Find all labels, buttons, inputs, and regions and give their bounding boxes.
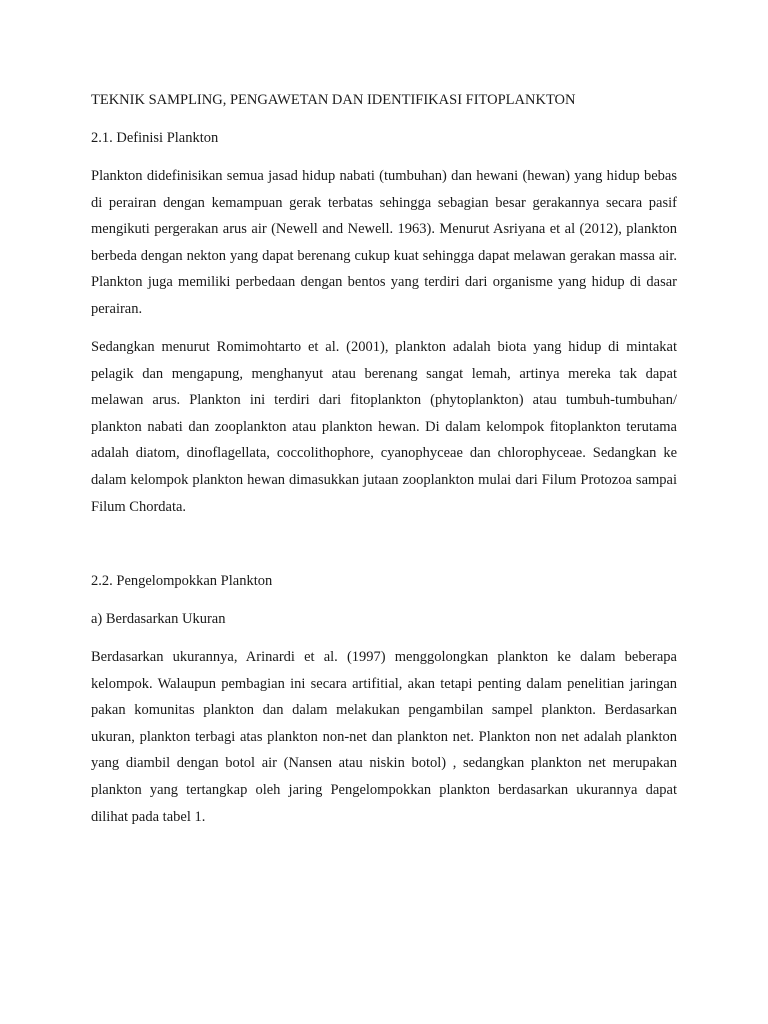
section-heading-2-2: 2.2. Pengelompokkan Plankton: [91, 573, 273, 589]
subheading-berdasarkan-ukuran: a) Berdasarkan Ukuran: [91, 611, 226, 627]
paragraph-definisi-1: Plankton didefinisikan semua jasad hidup nabati (tumbuhan) dan hewani (hewan) yang hidup bebas di perairan dengan kemampuan gerak terbatas sehingga sebagian besar gerakannya secara pasif mengikuti pergerakan arus air (Newell and Newell. 1963). Menurut Asriyana et al (2012), plankton berbeda dengan nekton yang dapat berenang cukup kuat sehingga dapat melawan gerakan massa air. Plankton juga memiliki perbedaan dengan bentos yang terdiri dari organisme yang hidup di dasar perairan.: [91, 168, 677, 317]
paragraph-definisi-2: Sedangkan menurut Romimohtarto et al. (2001), plankton adalah biota yang hidup di mintakat pelagik dan mengapung, menghanyut atau berenang sangat lemah, artinya mereka tak dapat melawan arus. Plankton ini terdiri dari fitoplankton (phytoplankton) atau tumbuh-tumbuhan/ plankton nabati dan zooplankton atau plankton hewan. Di dalam kelompok fitoplankton terutama adalah diatom, dinoflagellata, coccolithophore, cyanophyceae dan chlorophyceae. Sedangkan ke dalam kelompok plankton hewan dimasukkan jutaan zooplankton mulai dari Filum Protozoa sampai Filum Chordata.: [91, 339, 677, 515]
paragraph-ukuran: Berdasarkan ukurannya, Arinardi et al. (1997) menggolongkan plankton ke dalam beberapa kelompok. Walaupun pembagian ini secara artifitial, akan tetapi penting dalam penelitian jaringan pakan komunitas plankton dan dalam melakukan pengambilan sampel plankton. Berdasarkan ukuran, plankton terbagi atas plankton non-net dan plankton net. Plankton non net adalah plankton yang diambil dengan botol air (Nansen atau niskin botol) , sedangkan plankton net merupakan plankton yang tertangkap oleh jaring Pengelompokkan plankton berdasarkan ukurannya dapat dilihat pada tabel 1.: [91, 649, 677, 825]
document-title: TEKNIK SAMPLING, PENGAWETAN DAN IDENTIFIKASI FITOPLANKTON: [91, 92, 576, 108]
section-heading-2-1: 2.1. Definisi Plankton: [91, 130, 219, 146]
